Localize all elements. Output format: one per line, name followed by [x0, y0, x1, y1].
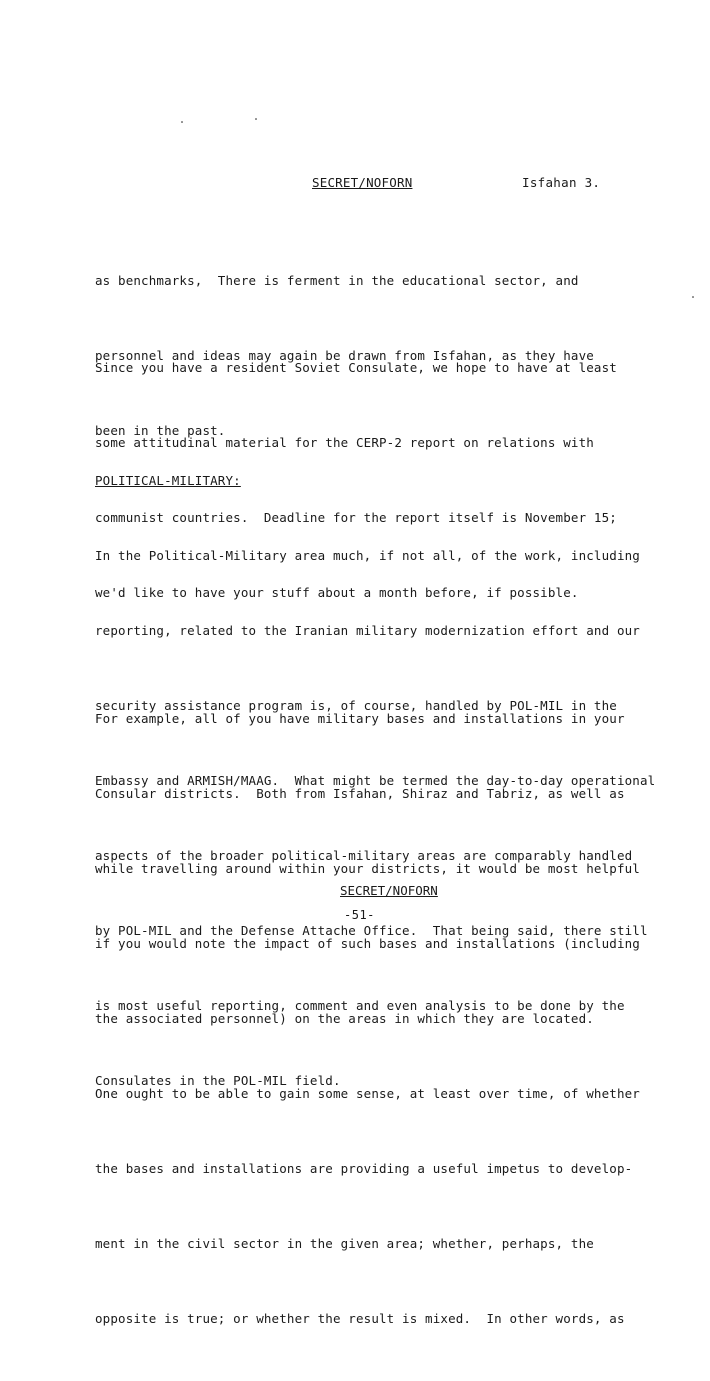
- text-line: the bases and installations are providing a useful impetus to develop-: [95, 1161, 633, 1176]
- text-line: if you would note the impact of such bases and installations (including: [95, 936, 640, 951]
- text-line: opposite is true; or whether the result is mixed. In other words, as: [95, 1311, 625, 1326]
- section-heading: POLITICAL-MILITARY:: [95, 473, 241, 488]
- text-line: the associated personnel) on the areas in which they are located.: [95, 1011, 594, 1026]
- text-line: communist countries. Deadline for the report itself is November 15;: [95, 510, 617, 525]
- header-classification: SECRET/NOFORN: [312, 175, 413, 190]
- text-line: For example, all of you have military bases and installations in your: [95, 711, 625, 726]
- text-line: some attitudinal material for the CERP-2 report on relations with: [95, 435, 594, 450]
- text-line: while travelling around within your districts, it would be most helpful: [95, 861, 640, 876]
- text-line: Consulates in the POL-MIL field.: [95, 1073, 341, 1088]
- text-line: as benchmarks, There is ferment in the educational sector, and: [95, 273, 579, 288]
- paragraph-4: [95, 656, 655, 1381]
- text-line: is most useful reporting, comment and even analysis to be done by the: [95, 998, 625, 1013]
- text-line: One ought to be able to gain some sense, at least over time, of whether: [95, 1086, 640, 1101]
- scan-speck: [255, 118, 257, 120]
- scan-speck: [181, 121, 183, 123]
- text-line: aspects of the broader political-military areas are comparably handled: [95, 848, 633, 863]
- text-line: ment in the civil sector in the given area; whether, perhaps, the: [95, 1236, 594, 1251]
- text-line: In the Political-Military area much, if not all, of the work, including: [95, 548, 640, 563]
- footer-classification: SECRET/NOFORN: [340, 883, 438, 898]
- scan-speck: [692, 296, 694, 298]
- text-line: personnel and ideas may again be drawn from Isfahan, as they have: [95, 348, 594, 363]
- text-line: Consular districts. Both from Isfahan, Shiraz and Tabriz, as well as: [95, 786, 625, 801]
- text-line: Embassy and ARMISH/MAAG. What might be termed the day-to-day operational: [95, 773, 656, 788]
- header-location: Isfahan 3.: [522, 175, 601, 190]
- text-line: reporting, related to the Iranian military modernization effort and our: [95, 623, 640, 638]
- text-line: been in the past.: [95, 423, 226, 438]
- text-line: security assistance program is, of course, handled by POL-MIL in the: [95, 698, 617, 713]
- text-line: we'd like to have your stuff about a month before, if possible.: [95, 585, 579, 600]
- page-number: -51-: [344, 908, 375, 922]
- text-line: Since you have a resident Soviet Consulate, we hope to have at least: [95, 360, 617, 375]
- text-line: by POL-MIL and the Defense Attache Office. That being said, there still: [95, 923, 648, 938]
